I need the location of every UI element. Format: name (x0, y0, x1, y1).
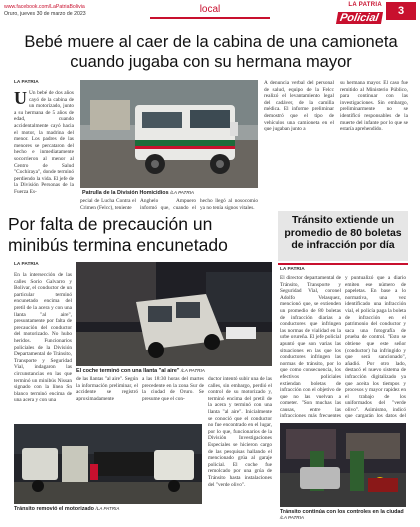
story2-kicker: LA PATRIA (14, 262, 39, 267)
story2-col3: a las 18:30 horas del martes precedente en la zona Sur de la ciudad de Oruro. Se presume que el con- (142, 376, 204, 402)
story1-caption: Patrulla de la División Homicidios /LA PATRIA (82, 190, 194, 196)
story2-photo2-caption: Tránsito removió el motorizado /LA PATRIA (14, 506, 120, 512)
issue-date: Oruro, jueves 30 de marzo de 2023 (4, 10, 86, 17)
story2-photo1-caption: El coche terminó con una llanta "al aire" /LA PATRIA (76, 368, 205, 374)
story2-photo2 (14, 424, 202, 504)
story1-photo (80, 80, 258, 188)
traffic-control-photo (280, 423, 406, 507)
tow-truck-photo (14, 424, 202, 504)
story1-col-right2: su hermana mayor. El caso fue remitido al Ministerio Público, para continuar con las investigaciones. Sin embargo, preliminarmente no se identificó responsables de la muerte del infante por lo que se estaría aprehendido. (340, 80, 408, 133)
sidebar-col2: y puntualizó que a diario emiten ese número de papeletas. En base a lo normativa, una vez identificado una infracción vial, el policía paga la boleta de infracción en el patrimonio del conductor y saca una fotografía de prueba de control. "Esto se obtiene que este señor (conductor) ha infringido y que será sancionado", añadió. Por otro lado, destacó el nuevo sistema de infracción digitalizado ya que aceita los tiempos y procesos y mayor rapidez en el trabajo de los uniformados del "verde olivo". Asimismo, indicó que cargarán los datos del (345, 275, 406, 419)
story1-kicker: LA PATRIA (14, 80, 39, 85)
sidebar-box (278, 211, 408, 523)
page-number: 3 (386, 2, 416, 20)
story2-photo1 (76, 262, 272, 366)
masthead-meta (4, 4, 86, 17)
story2-col2: de las llantas "al aire". Según la información preliminar, el accidente se registró aproximadamente (76, 376, 138, 402)
story1-headline: Bebé muere al caer de la cabina de una camioneta cuando jugaba con su hermana mayor (24, 33, 398, 71)
minibus-photo (76, 262, 272, 366)
sidebar-headline: Tránsito extiende un promedio de 80 boletas de infracción por día (284, 214, 402, 251)
story2-headline: Por falta de precaución un minibús termina encunetado (8, 214, 228, 255)
story1-col-right1: A denuncia verbal del personal de salud, equipo de la Felcc realizó el levantamiento legal del cadáver, de la camilla médica. El informe preliminar demostró que el tipo de vehículos una camioneta en el que jugaban junto a (264, 80, 334, 133)
sidebar-kicker: LA PATRIA (280, 267, 305, 272)
section-label: local (150, 4, 270, 19)
brand-logo (320, 2, 382, 26)
masthead (0, 0, 420, 24)
story1-col2: pecial de Lucha Contra el Crimen (Felcc), teniente (80, 198, 136, 210)
brand-top: LA PATRIA (348, 2, 382, 8)
sidebar-photo (280, 423, 406, 507)
story1-col3: Anghelo Ampuero informó que, cuando el (140, 198, 196, 210)
website-link[interactable]: www.facebook.com/LaPatriaBolivia (4, 4, 85, 10)
story2-col4: ductor intentó subir una de las calles, sin embargo, perdió el control de su motorizado y, terminó encima del pretil de la acera y terminó con una llanta "al aire". Inicialmente se conoció que el conductor no fue encontrado en el lugar, por lo que, funcionarios de la División Investigaciones Especiales se hicieron cargo de las pesquisas hallando el mencionado grúa al garaje policial. El coche fue remolcado por una grúa de Tránsito hasta instalaciones del "verde olivo". (208, 376, 272, 488)
police-truck-photo (80, 80, 258, 188)
sidebar-caption: Tránsito continúa con los controles en la ciudad /LA PATRIA (280, 509, 404, 520)
story1-col4: hecho llegó al nosocomio ya no tenía signos vitales. (200, 198, 258, 210)
dropcap: U (14, 90, 27, 108)
story2-col1: En la intersección de las calles Sorio Galvarro y Bolivar, el conductor de un particular terminó encunetado encima del pretil de la acera y con una llanta "al aire", presuntamente por falta de precaución del conductor del motorizado. No hubo heridos. Funcionarios policiales de la División Departamental de Tránsito, Transporte y Seguridad Vial, indagaron las circunstancias en las que terminó un minibús Nissan signado con la línea Sn blanco terminó encima de una acera y con una (14, 272, 72, 404)
sidebar-col1: El director departamental de Tránsito, Transporte y Seguridad Vial, coronel Adolfo Velasquez, mencionó que, se extienden un promedio de 80 boletas de infracción diarias a conductores que infringen las normas de vialidad en la urbe orureña. El jefe policial apuntó que son varias las situaciones en las que los conductores infringen las normas de tránsito, por lo que como consecuencia, los efectivos policiales extiendan boletas de infracción con el objetivo de que no las vuelvan a cometer. "Son muchas las causas, entre las infracciones más frecuentes (280, 275, 341, 419)
brand-bottom: Policial (336, 12, 383, 24)
story1-col1: U Un bebé de dos años cayó de la cabina de un motorizado, junto a su hermana de 5 años de edad, cuando accidentalmente cayó hacia el motor, la madrina del menor. Los padres de las menores se percataron del hecho e inmediatamente socorrieron al menor al Centro de Salud "Cochiraya", donde terminó perdiendo la vida. El jefe de la División Personas de la Fuerza Es- (14, 90, 74, 195)
sidebar-divider (278, 263, 408, 265)
